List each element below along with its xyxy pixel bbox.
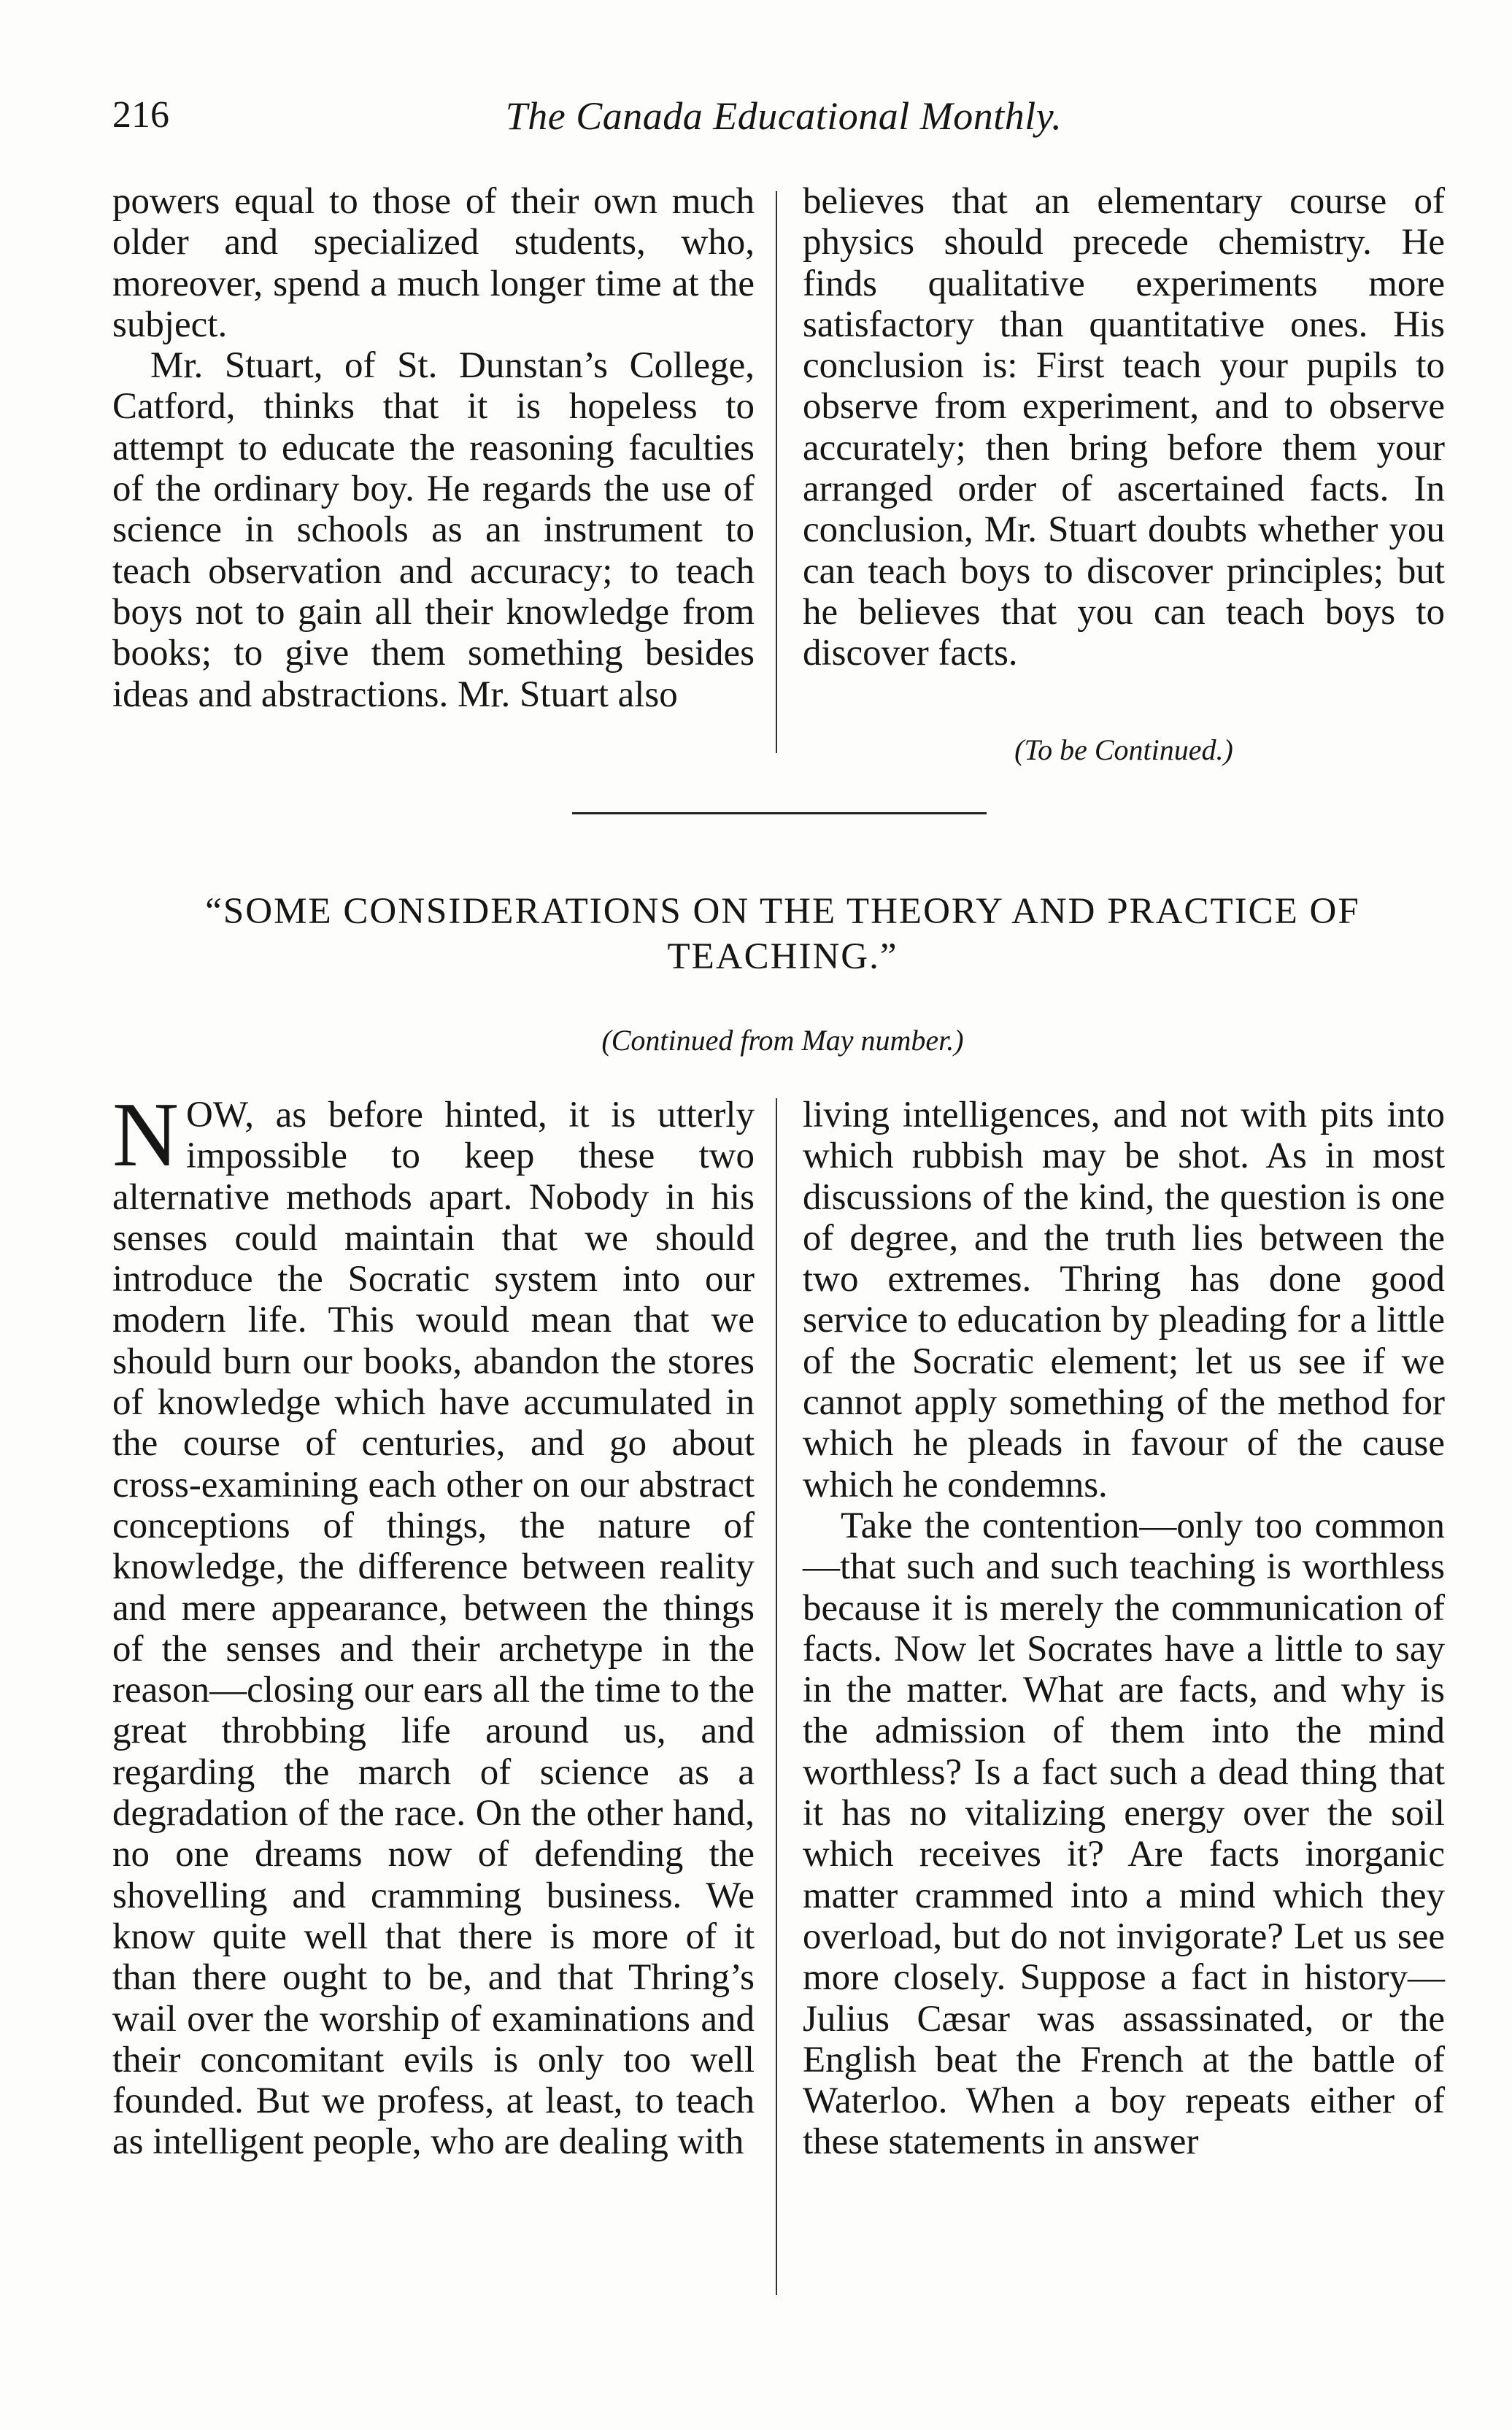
continued-from-note: (Continued from May number.)	[601, 1024, 964, 1057]
drop-cap: N	[112, 1084, 179, 1186]
column-divider	[776, 191, 777, 753]
paragraph: living intelligences, and not with pits into which rubbish may be shot. As in most discussions of the kind, the question is one of degree, and the truth lies between the two extremes. Thring has done good service to education by pleading for a little of the Socratic element; let us see if we cannot apply something of the method for which he pleads in favour of the cause which he condemns.	[803, 1095, 1445, 1505]
paragraph: Take the contention—only too common—that such and such teaching is worthless because it is merely the communication of facts. Now let Socrates have a little to say in the matter. What are facts, and why is the admission of them into the mind worthless? Is a fact such a dead thing that it has no vitalizing energy over the soil which receives it? Are facts inorganic matter crammed into a mind which they overload, but do not invigorate? Let us see more closely. Suppose a fact in history—Julius Cæsar was assassinated, or the English beat the French at the battle of Waterloo. When a boy repeats either of these statements in answer	[803, 1505, 1445, 2163]
page-header	[112, 93, 1455, 144]
to-be-continued-note: (To be Continued.)	[1014, 733, 1233, 766]
article-right-column	[803, 1095, 1445, 2163]
paragraph: powers equal to those of their own much older and specialized students, who, moreover, spend a much longer time at the subject.	[112, 181, 755, 345]
section-separator	[572, 812, 987, 814]
paragraph-text: OW, as before hinted, it is utterly impossible to keep these two alternative methods apart. Nobody in his senses could maintain that we should introduce the Socratic system into our modern life. This would mean that we should burn our books, abandon the stores of knowledge which have accumulated in the course of centuries, and go about cross-examining each other on our abstract conceptions of things, the nature of knowledge, the difference between reality and mere appearance, between the things of the senses and their archetype in the reason—closing our ears all the time to the great throbbing life around us, and regarding the march of science as a degradation of the race. On the other hand, no one dreams now of defending the shovelling and cramming business. We know quite well that there is more of it than there ought to be, and that Thring’s wail over the worship of examinations and their concomitant evils is only too well founded. But we profess, at least, to teach as intelligent people, who are dealing with	[112, 1095, 755, 2163]
top-right-column	[803, 181, 1445, 674]
paragraph	[112, 1084, 755, 2163]
running-title: The Canada Educational Monthly.	[505, 94, 1062, 138]
top-left-column	[112, 181, 755, 715]
page-number: 216	[112, 94, 169, 136]
paragraph: Mr. Stuart, of St. Dunstan’s College, Catford, thinks that it is hopeless to attempt to educate the reasoning faculties of the ordinary boy. He regards the use of science in schools as an instrument to teach observation and accuracy; to teach boys not to gain all their knowledge from books; to give them something besides ideas and abstractions. Mr. Stuart also	[112, 345, 755, 715]
column-divider	[776, 1098, 777, 2295]
article-title: “SOME CONSIDERATIONS ON THE THEORY AND PRACTICE OF TEACHING.”	[205, 891, 1360, 977]
paragraph: believes that an elementary course of physics should precede chemistry. He finds qualitative experiments more satisfactory than quantitative ones. His conclusion is: First teach your pupils to observe from experiment, and to observe accurately; then bring before them your arranged order of ascertained facts. In conclusion, Mr. Stuart doubts whether you can teach boys to discover principles; but he believes that you can teach boys to discover facts.	[803, 181, 1445, 674]
article-left-column	[112, 1084, 755, 2163]
